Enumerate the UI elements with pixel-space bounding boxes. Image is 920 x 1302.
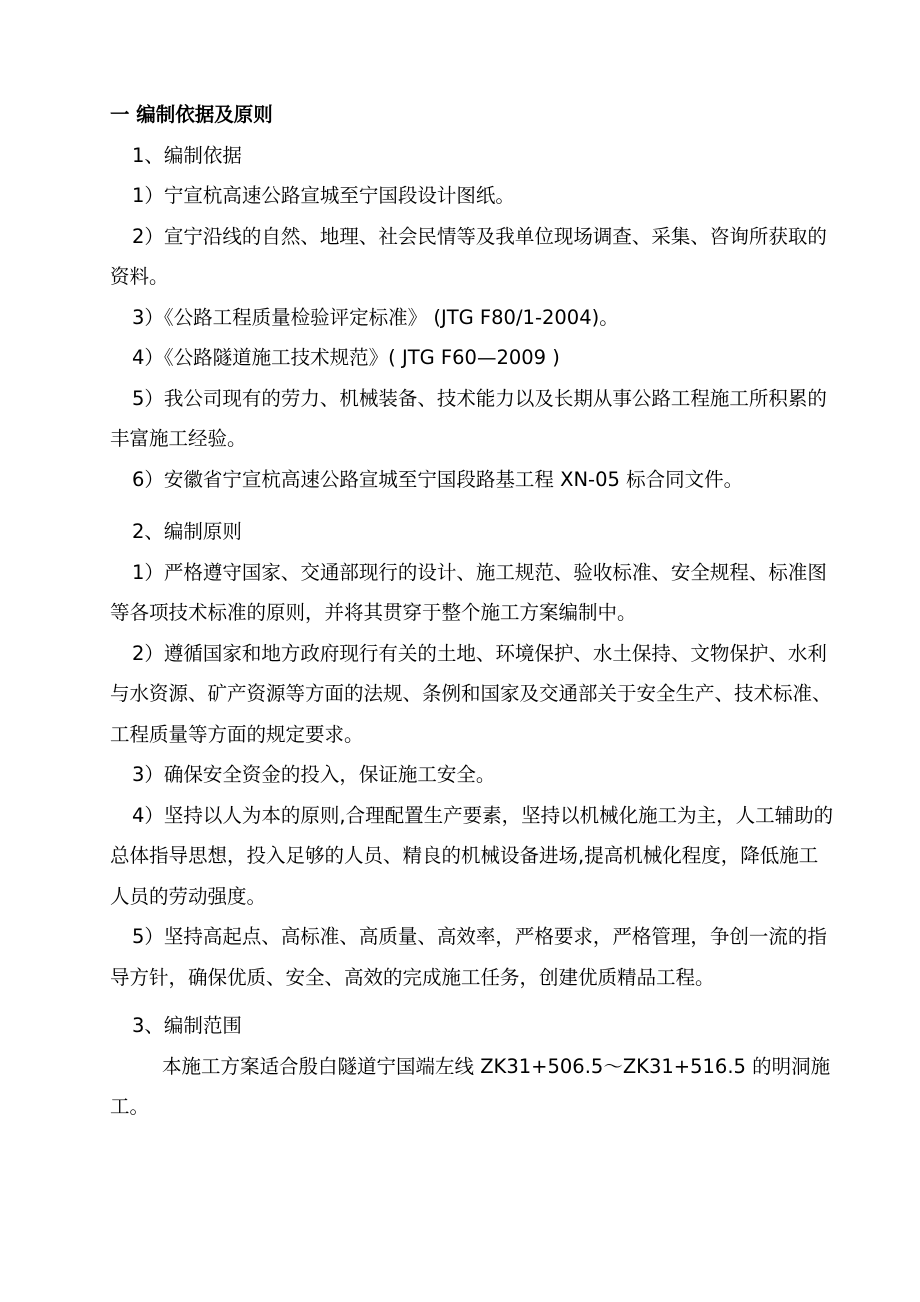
principles-item-2: 2）遵循国家和地方政府现行有关的土地、环境保护、水土保持、文物保护、水利与水资源、矿产资源等方面的法规、条例和国家及交通部关于安全生产、技术标准、工程质量等方面的规定要求。 bbox=[110, 641, 832, 746]
basis-item-5: 5）我公司现有的劳力、机械装备、技术能力以及长期从事公路工程施工所积累的丰富施工经验。 bbox=[110, 386, 827, 450]
basis-item-2: 2）宣宁沿线的自然、地理、社会民情等及我单位现场调查、采集、咨询所获取的资料。 bbox=[110, 224, 827, 288]
document-page bbox=[110, 95, 835, 1128]
principles-title: 2、编制原则 bbox=[132, 520, 242, 543]
principles-item-3: 3）确保安全资金的投入，保证施工安全。 bbox=[132, 763, 496, 786]
principles-item-4: 4）坚持以人为本的原则,合理配置生产要素，坚持以机械化施工为主，人工辅助的总体指导思想，投入足够的人员、精良的机械设备进场,提高机械化程度，降低施工人员的劳动强度。 bbox=[110, 803, 834, 908]
principles-item-5: 5）坚持高起点、高标准、高质量、高效率，严格要求，严格管理，争创一流的指导方针，确保优质、安全、高效的完成施工任务，创建优质精品工程。 bbox=[110, 925, 827, 989]
basis-item-3: 3）《公路工程质量检验评定标准》 (JTG F80/1-2004)。 bbox=[132, 305, 619, 329]
basis-title: 1、编制依据 bbox=[132, 143, 242, 167]
principles-item-1: 1）严格遵守国家、交通部现行的设计、施工规范、验收标准、安全规程、标准图等各项技术标准的原则，并将其贯穿于整个施工方案编制中。 bbox=[110, 560, 827, 624]
basis-item-1: 1）宁宣杭高速公路宣城至宁国段设计图纸。 bbox=[132, 184, 515, 207]
scope-title: 3、编制范围 bbox=[132, 1014, 242, 1037]
basis-item-4: 4）《公路隧道施工技术规范》( JTG F60—2009 ) bbox=[132, 346, 560, 369]
scope-text: 本施工方案适合殷白隧道宁国端左线 ZK31+506.5～ZK31+516.5 的明洞施工。 bbox=[110, 1054, 831, 1118]
section-title: 一 编制依据及原则 bbox=[110, 103, 273, 126]
basis-item-6: 6）安徽省宁宣杭高速公路宣城至宁国段路基工程 XN-05 标合同文件。 bbox=[132, 467, 744, 491]
